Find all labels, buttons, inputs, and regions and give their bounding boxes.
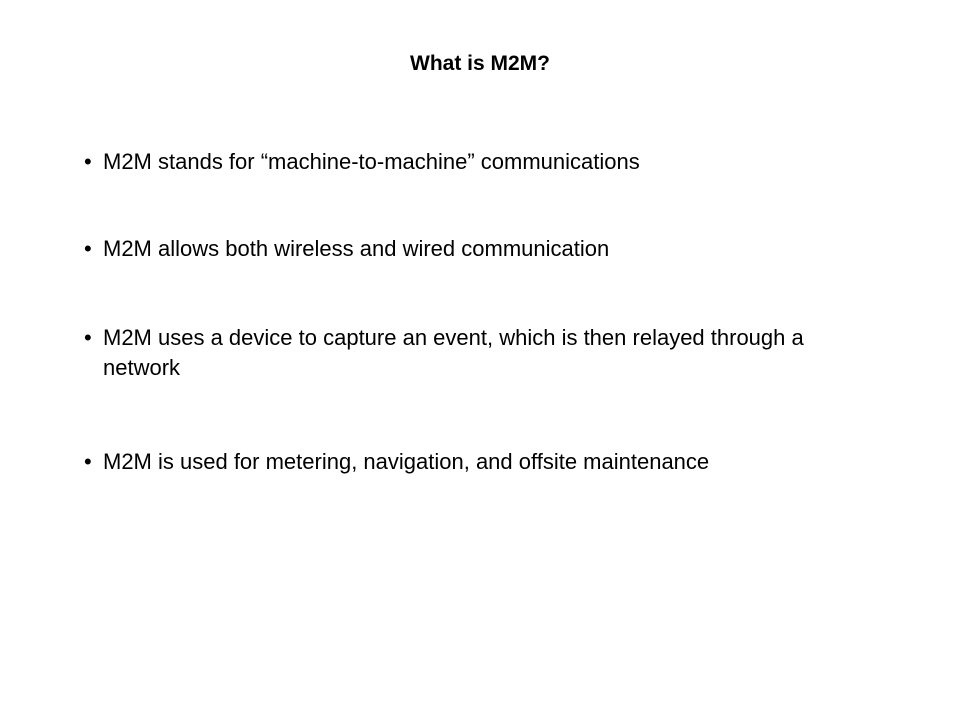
- bullet-text: M2M allows both wireless and wired communication: [103, 236, 610, 261]
- bullet-dot-icon: •: [84, 149, 92, 174]
- bullet-text: M2M uses a device to capture an event, which is then relayed through a network: [103, 325, 804, 380]
- slide-title: What is M2M?: [410, 52, 550, 75]
- bullet-dot-icon: •: [84, 236, 92, 261]
- bullet-text: M2M stands for “machine-to-machine” communications: [103, 149, 640, 174]
- bullet-item: [84, 323, 884, 383]
- bullet-text: M2M is used for metering, navigation, and offsite maintenance: [103, 449, 710, 474]
- bullet-item: [84, 447, 884, 477]
- bullet-item: [84, 234, 884, 264]
- bullet-dot-icon: •: [84, 325, 92, 350]
- bullet-item: [84, 147, 884, 177]
- bullet-dot-icon: •: [84, 449, 92, 474]
